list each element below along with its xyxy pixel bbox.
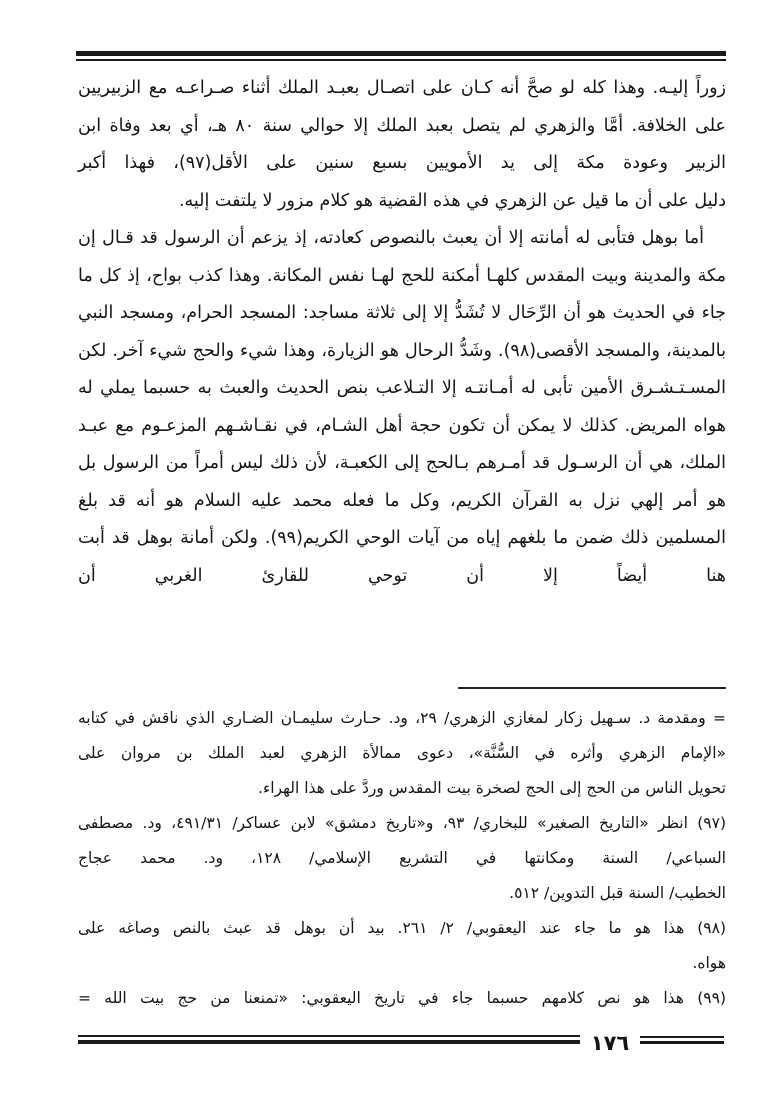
footer-rule-left-thin — [78, 1035, 580, 1037]
footnote-98-end — [78, 946, 726, 981]
footnote-97 — [78, 806, 726, 876]
text-line: الحرام، ومسجد النبي بالمدينة، والمسجد الأقصى(٩٨). وشَدُّ الرحال هو الزيارة، وهذا — [78, 303, 726, 361]
footer-rule-right — [640, 1041, 724, 1044]
footnote-line: هواه. — [692, 954, 726, 972]
main-text — [78, 70, 726, 595]
footnote-line: الخطيب/ السنة قبل التدوين/ ٥١٢. — [509, 884, 726, 902]
footnote-line: = ومقدمة د. سـهيل زكار لمغازي الزهري/ ٢٩، ود. حـارث سليمـان الضـاري الذي ناقش — [142, 709, 727, 727]
paragraph-1-end — [78, 183, 726, 221]
text-line: الكعبـة، لأن ذلك ليس أمراً من الرسول بل هو أمر إلهي نزل به القرآن الكريم، وكل — [78, 453, 726, 511]
footnote-line: (٩٧) انظر «التاريخ الصغير» للبخاري/ ٩٣، و«تاريخ دمشق» لابن عساكر/ ٤٩١/٣١، — [171, 814, 726, 832]
text-line: بواح، إذ كل ما جاء في الحديث هو أن الرِّحَال لا تُشَدُّ إلا إلى ثلاثة مساجد: المسجد — [78, 265, 726, 323]
paragraph-2 — [78, 220, 726, 595]
footnote-line: في كتابه «الإمام الزهري وأثره في السُّنَّة»، دعوى ممالأة الزهري لعبد الملك بن مروان على — [78, 709, 726, 762]
footer-rule-left — [78, 1040, 580, 1044]
text-line: شيء والحج شيء آخر. لكن المسـتـشـرق الأمين تأبى له أمـانتـه إلا التـلاعب بنص — [78, 340, 726, 398]
text-line: ما فعله محمد عليه السلام هو أنه قد بلغ المسلمين ذلك ضمن ما بلغهم إياه من آيات — [78, 490, 726, 548]
footnote-line: (٩٩) هذا هو نص كلامهم حسبما جاء في تاريخ اليعقوبي: «تمنعنا من حج بيت الله = — [78, 989, 726, 1007]
footnote-99 — [78, 981, 726, 1016]
text-line: بعد وفاة ابن الزبير وعودة مكة إلى يد الأمويين بسبع سنين على الأقل(٩٧)، فهذا أكبر — [78, 115, 726, 173]
text-line: دليل على أن ما قيل عن الزهري في هذه القضية هو كلام مزور لا يلتفت إليه. — [178, 190, 726, 211]
text-line: قد قـال إن مكة والمدينة وبيت المقدس كلهـا أمكنة للحج لهـا نفس المكانة. وهذا كذب — [78, 228, 726, 286]
text-line: الشـام، في نقـاشـهم المزعـوم مع عبـد الملك، هي أن الرسـول قد أمـرهم بـالحج إلى — [78, 415, 726, 473]
text-line: الزبيريين على الخلافة. أمَّا والزهري لم يتصل بعبد الملك إلا حوالي سنة ٨٠ هـ، أي — [78, 78, 726, 136]
footnote-line: تحويل الناس من الحج إلى الحج لصخرة بيت المقدس وردَّ على هذا الهراء. — [258, 779, 726, 797]
footnote-98 — [78, 911, 726, 946]
header-rule-thin — [76, 59, 726, 61]
text-line: أما بوهل فتأبى له أمانته إلا أن يعبث بالنصوص كعادته، إذ يزعم أن الرسول — [164, 228, 704, 248]
footnote-97-end — [78, 876, 726, 911]
footnote-separator — [458, 687, 726, 689]
page-number: ١٧٦ — [590, 1031, 630, 1055]
header-rule-thick — [76, 51, 726, 56]
footnote-line: ود. مصطفى السباعي/ السنة ومكانتها في التشريع الإسلامي/ ١٢٨، ود. محمد عجاج — [78, 814, 726, 867]
text-line: الحديث والعبث به حسبما يملي له هواه المريض. كذلك لا يمكن أن تكون حجة أهل — [78, 378, 726, 436]
footer-rule-right-thin — [640, 1036, 724, 1038]
footnote-line: (٩٨) هذا هو ما جاء عند اليعقوبي/ ٢/ ٢٦١. بيد أن بوهل قد عبث بالنص وصاغه على — [78, 919, 726, 937]
footnotes — [78, 701, 726, 1016]
text-line: زوراً إليـه. وهذا كله لو صحَّ أنه كـان على اتصـال بعبـد الملك أثناء صـراعـه مع — [148, 78, 726, 98]
footnote-continuation — [78, 701, 726, 771]
footnote-continuation-end — [78, 771, 726, 806]
text-line: الوحي الكريم(٩٩). ولكن أمانة بوهل قد أبت هنا أيضاً إلا أن توحي للقارئ الغربي أن — [78, 528, 726, 586]
paragraph-1 — [78, 70, 726, 183]
